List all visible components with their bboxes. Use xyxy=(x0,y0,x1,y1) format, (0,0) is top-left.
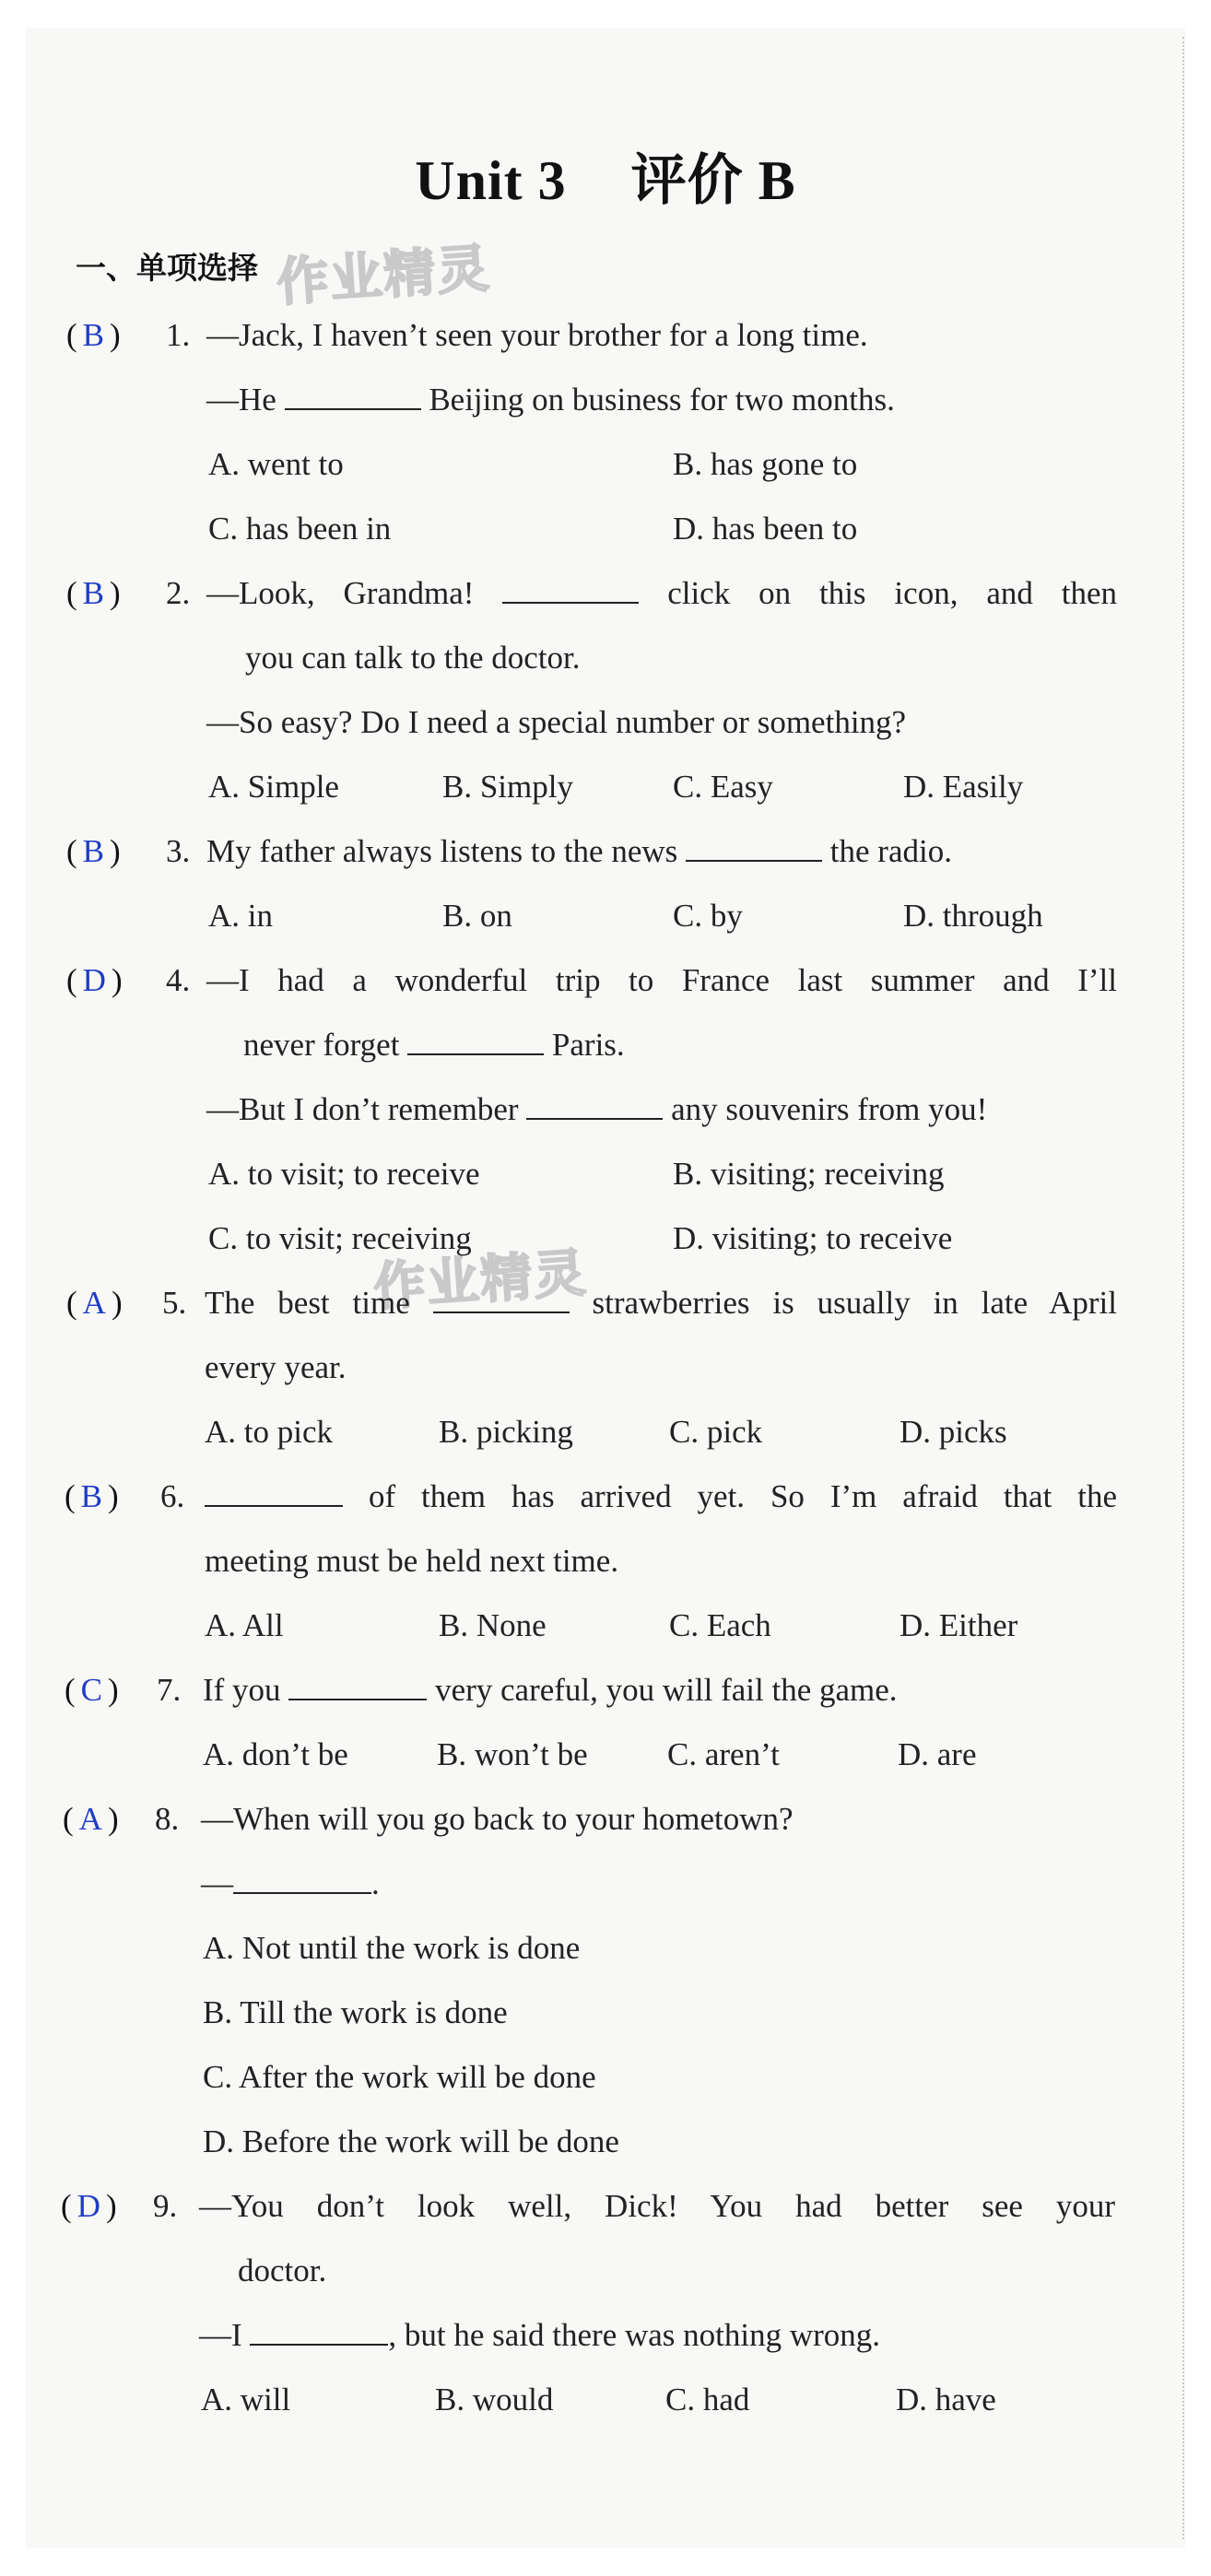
question-stem: of them has arrived yet. So I’m afraid that the xyxy=(205,1476,1117,1517)
option[interactable]: B. won’t be xyxy=(437,1736,588,1772)
option[interactable]: C. Easy xyxy=(673,769,773,805)
answer-blank[interactable] xyxy=(250,2316,388,2346)
option[interactable]: A. in xyxy=(208,898,273,934)
option[interactable]: D. Either xyxy=(899,1607,1018,1643)
question-number: 5. xyxy=(162,1285,187,1321)
option[interactable]: D. have xyxy=(896,2382,996,2417)
question-number: 7. xyxy=(157,1672,182,1708)
option[interactable]: C. pick xyxy=(669,1414,763,1450)
watermark: 作业精灵 xyxy=(275,238,493,314)
option[interactable]: A. All xyxy=(205,1607,284,1643)
option[interactable]: C. had xyxy=(665,2382,750,2417)
question-stem: every year. xyxy=(205,1349,347,1385)
option[interactable]: B. on xyxy=(442,898,512,934)
option[interactable]: B. Till the work is done xyxy=(203,1994,508,2030)
watermark: 作业精灵 xyxy=(371,1242,590,1319)
option[interactable]: A. to visit; to receive xyxy=(208,1156,480,1192)
question-stem: —He Beijing on business for two months. xyxy=(206,382,895,418)
answer-blank[interactable] xyxy=(502,574,639,604)
question-stem: —When will you go back to your hometown? xyxy=(201,1801,794,1837)
option[interactable]: D. visiting; to receive xyxy=(673,1220,953,1256)
option[interactable]: B. would xyxy=(435,2382,554,2417)
question-stem: never forget Paris. xyxy=(243,1027,625,1063)
section-heading: 一、单项选择 xyxy=(76,250,258,286)
question-stem: The best time strawberries is usually in late April xyxy=(205,1285,1117,1321)
option[interactable]: A. Simple xyxy=(208,769,339,805)
answer-blank[interactable] xyxy=(288,1671,427,1700)
margin-rule xyxy=(1182,37,1184,2539)
option[interactable]: C. to visit; receiving xyxy=(208,1220,472,1256)
answer-blank[interactable] xyxy=(686,832,822,862)
question-stem: doctor. xyxy=(238,2253,327,2288)
answer-blank[interactable] xyxy=(285,381,421,410)
answer-blank[interactable] xyxy=(205,1477,343,1507)
answer-bracket: ( A ) xyxy=(63,1801,119,1837)
answer-bracket: ( B ) xyxy=(65,1478,119,1514)
option[interactable]: A. will xyxy=(201,2382,291,2417)
answer-blank[interactable] xyxy=(407,1026,544,1055)
answer-bracket: ( B ) xyxy=(66,833,121,869)
answer-bracket: ( B ) xyxy=(66,575,121,611)
option[interactable]: C. Each xyxy=(669,1607,771,1643)
question-number: 4. xyxy=(166,962,191,998)
answer-blank[interactable] xyxy=(433,1284,570,1313)
question-stem: meeting must be held next time. xyxy=(205,1543,619,1579)
answer-bracket: ( D ) xyxy=(66,962,123,998)
question-stem: —Look, Grandma! click on this icon, and then xyxy=(206,575,1118,611)
question-number: 1. xyxy=(166,317,191,353)
option[interactable]: C. After the work will be done xyxy=(203,2059,596,2095)
option[interactable]: A. went to xyxy=(208,446,344,482)
question-stem: If you very careful, you will fail the game. xyxy=(203,1672,898,1708)
question-stem: —So easy? Do I need a special number or something? xyxy=(206,704,907,740)
option[interactable]: B. None xyxy=(439,1607,547,1643)
option[interactable]: D. Before the work will be done xyxy=(203,2123,619,2159)
question-number: 3. xyxy=(166,833,191,869)
option[interactable]: A. Not until the work is done xyxy=(203,1930,581,1966)
question-stem: —But I don’t remember any souvenirs from you! xyxy=(206,1091,988,1127)
question-stem: —You don’t look well, Dick! You had better see your xyxy=(199,2188,1115,2224)
option[interactable]: B. visiting; receiving xyxy=(673,1156,945,1192)
question-stem: you can talk to the doctor. xyxy=(245,640,581,676)
option[interactable]: D. has been to xyxy=(673,511,858,547)
answer-bracket: ( C ) xyxy=(65,1672,119,1708)
option[interactable]: D. are xyxy=(898,1736,977,1772)
option[interactable]: B. has gone to xyxy=(673,446,858,482)
option[interactable]: C. has been in xyxy=(208,511,392,547)
question-number: 6. xyxy=(160,1478,185,1514)
question-stem: My father always listens to the news the radio. xyxy=(206,833,952,869)
option[interactable]: D. picks xyxy=(899,1414,1007,1450)
answer-blank[interactable] xyxy=(526,1090,663,1120)
question-number: 2. xyxy=(166,575,191,611)
page-title: Unit 3 评价 B xyxy=(415,150,796,211)
answer-bracket: ( B ) xyxy=(66,317,121,353)
question-number: 9. xyxy=(153,2188,178,2224)
option[interactable]: A. don’t be xyxy=(203,1736,348,1772)
option[interactable]: D. Easily xyxy=(903,769,1024,805)
question-stem: —I , but he said there was nothing wrong. xyxy=(199,2317,881,2353)
option[interactable]: C. by xyxy=(673,898,743,934)
option[interactable]: D. through xyxy=(903,898,1043,934)
answer-bracket: ( D ) xyxy=(61,2188,117,2224)
question-stem: —I had a wonderful trip to France last summer and I’ll xyxy=(206,962,1117,998)
option[interactable]: B. picking xyxy=(439,1414,573,1450)
option[interactable]: A. to pick xyxy=(205,1414,334,1450)
answer-blank[interactable] xyxy=(233,1864,371,1894)
question-stem: —Jack, I haven’t seen your brother for a long time. xyxy=(206,317,868,353)
question-stem: — . xyxy=(201,1865,380,1901)
option[interactable]: C. aren’t xyxy=(667,1736,780,1772)
question-number: 8. xyxy=(155,1801,180,1837)
answer-bracket: ( A ) xyxy=(66,1285,123,1321)
option[interactable]: B. Simply xyxy=(442,769,573,805)
